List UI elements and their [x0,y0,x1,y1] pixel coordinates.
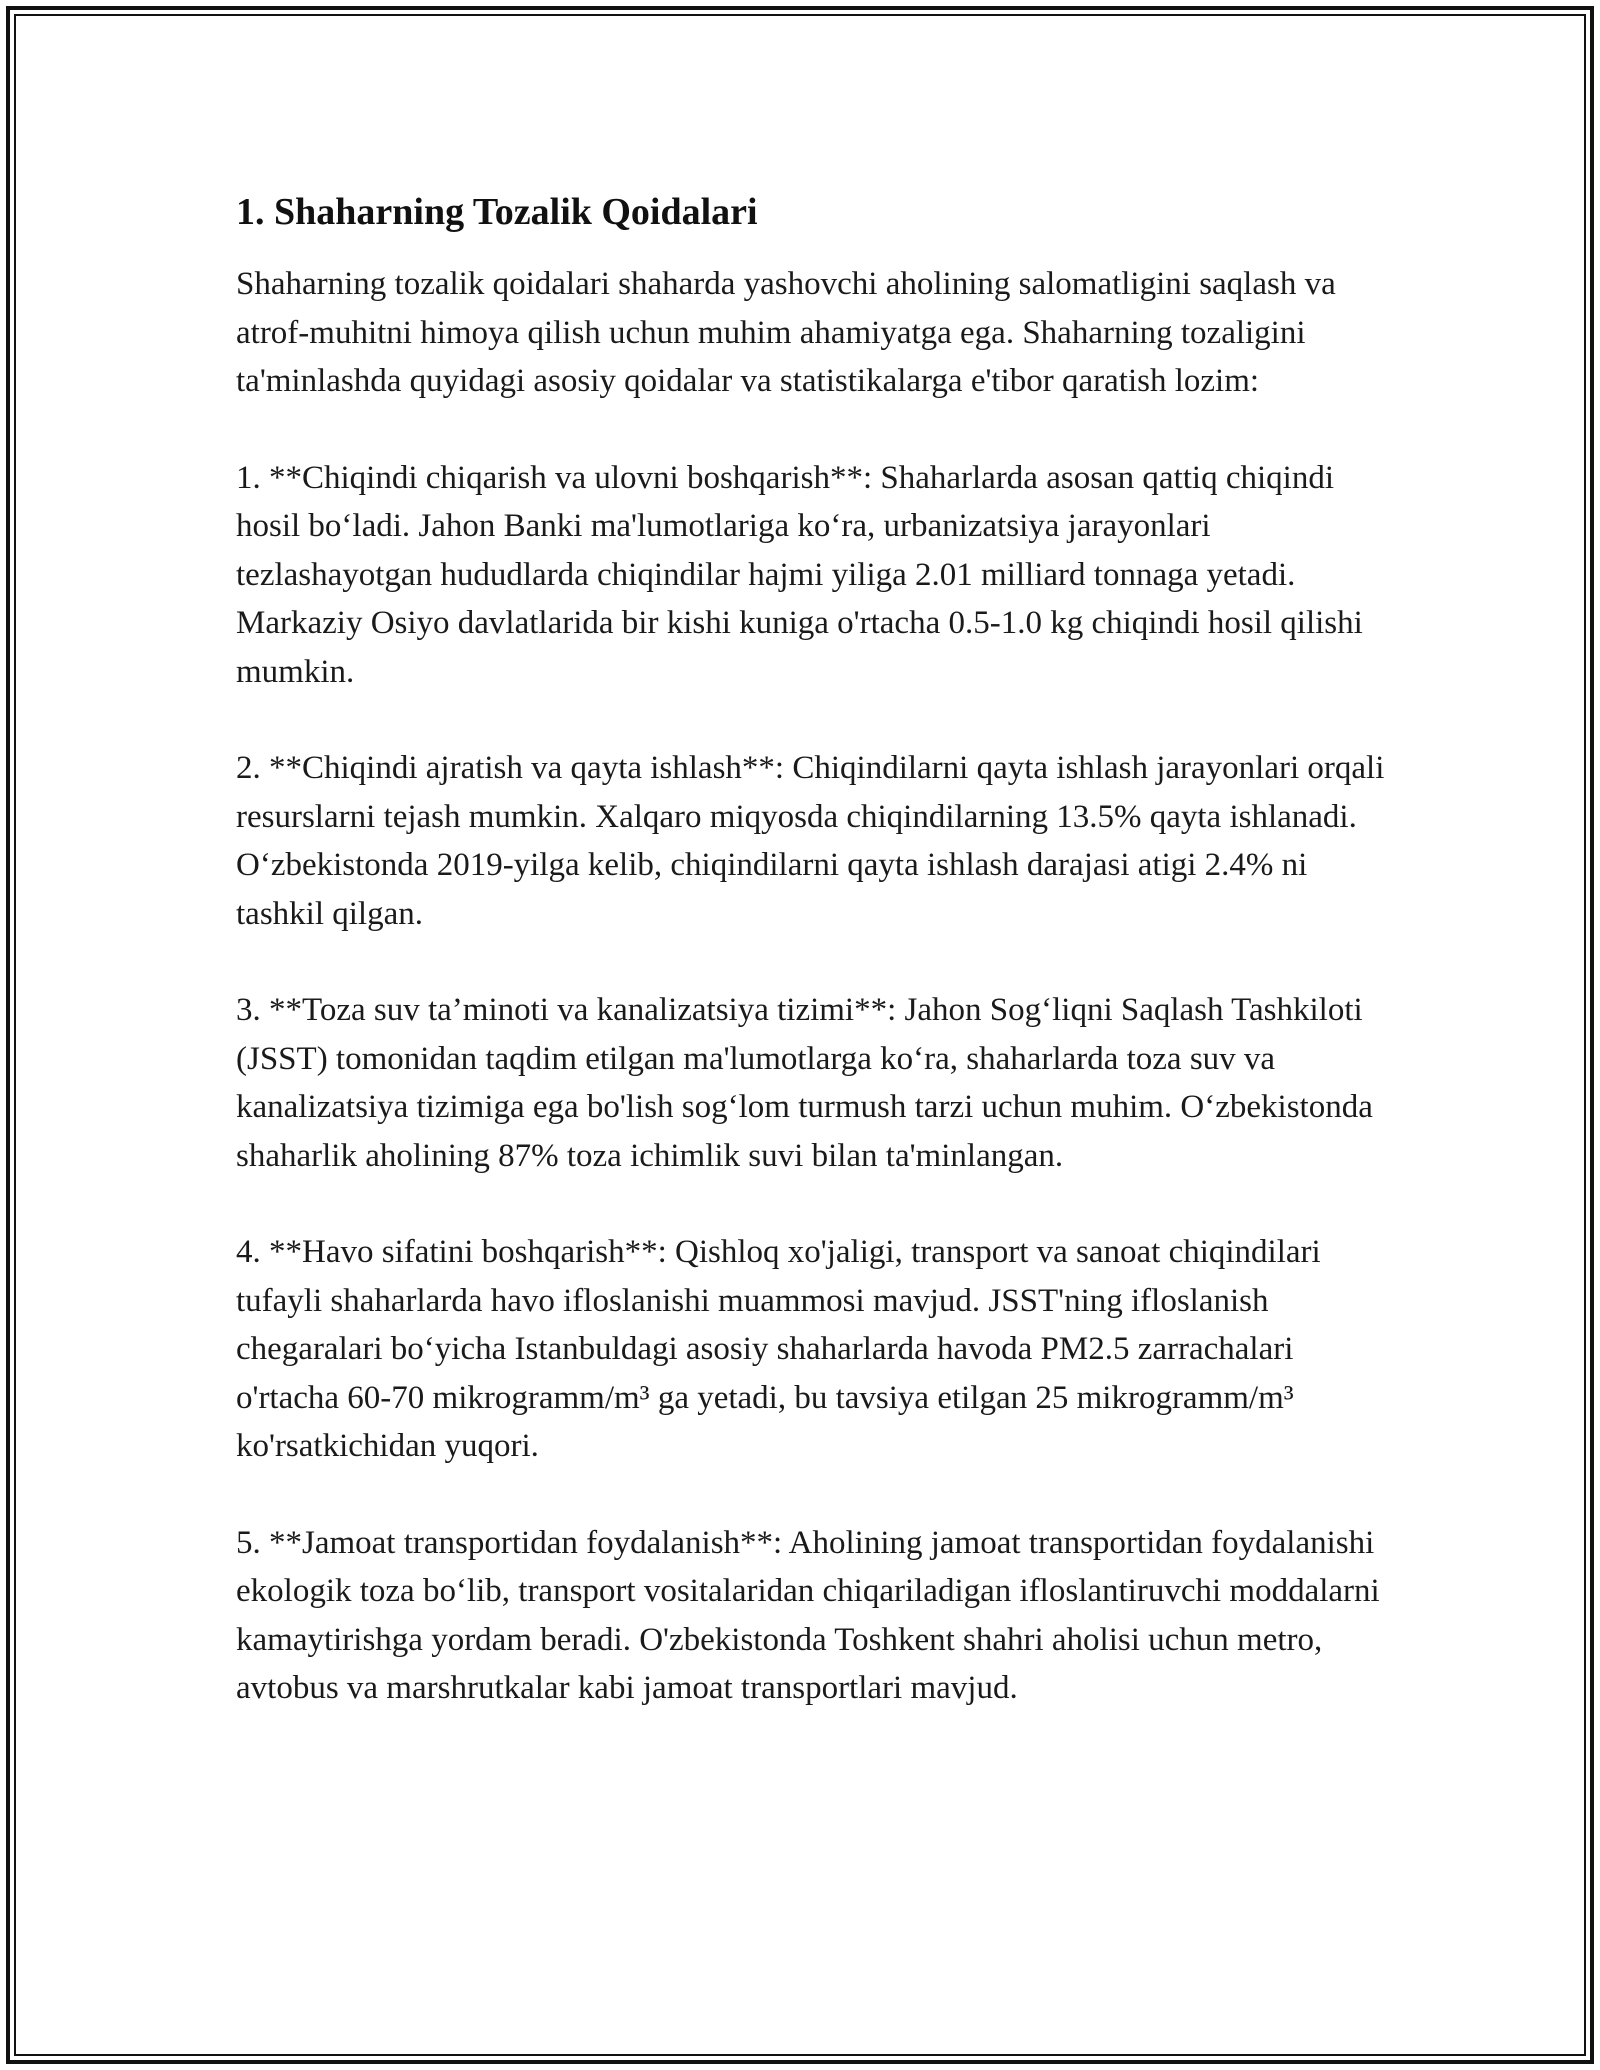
intro-paragraph: Shaharning tozalik qoidalari shaharda yashovchi aholining salomatligini saqlash va atrof-muhitni himoya qilish uchun muhim ahamiyatga ega. Shaharning tozaligini ta'minlashda quyidagi asosiy qoidalar va statistikalarga e'tibor qaratish lozim: [236,266,1336,399]
rule-item-2: 2. **Chiqindi ajratish va qayta ishlash**: Chiqindilarni qayta ishlash jarayonlari orqali resurslarni tejash mumkin. Xalqaro miqyosda chiqindilarning 13.5% qayta ishlanadi. O‘zbekistonda 2019-yilga kelib, chiqindilarni qayta ishlash darajasi atigi 2.4% ni tashkil qilgan. [236,750,1385,932]
page-title: 1. Shaharning Tozalik Qoidalari [236,191,758,233]
document-body [236,188,1386,1761]
rule-item-4: 4. **Havo sifatini boshqarish**: Qishloq xo'jaligi, transport va sanoat chiqindilari tufayli shaharlarda havo ifloslanishi muammosi mavjud. JSST'ning ifloslanish chegaralari bo‘yicha Istanbuldagi asosiy shaharlarda havoda PM2.5 zarrachalari o'rtacha 60-70 mikrogramm/m³ ga yetadi, bu tavsiya etilgan 25 mikrogramm/m³ ko'rsatkichidan yuqori. [236,1234,1321,1464]
rule-item-5: 5. **Jamoat transportidan foydalanish**: Aholining jamoat transportidan foydalanishi ekologik toza bo‘lib, transport vositalaridan chiqariladigan ifloslantiruvchi moddalarni kamaytirishga yordam beradi. O'zbekistonda Toshkent shahri aholisi uchun metro, avtobus va marshrutkalar kabi jamoat transportlari mavjud. [236,1524,1380,1706]
rule-item-1: 1. **Chiqindi chiqarish va ulovni boshqarish**: Shaharlarda asosan qattiq chiqindi hosil bo‘ladi. Jahon Banki ma'lumotlariga ko‘ra, urbanizatsiya jarayonlari tezlashayotgan hududlarda chiqindilar hajmi yiliga 2.01 milliard tonnaga yetadi. Markaziy Osiyo davlatlarida bir kishi kuniga o'rtacha 0.5-1.0 kg chiqindi hosil qilishi mumkin. [236,459,1363,690]
rule-item-3: 3. **Toza suv ta’minoti va kanalizatsiya tizimi**: Jahon Sog‘liqni Saqlash Tashkiloti (JSST) tomonidan taqdim etilgan ma'lumotlarga ko‘ra, shaharlarda toza suv va kanalizatsiya tizimiga ega bo'lish sog‘lom turmush tarzi uchun muhim. O‘zbekistonda shaharlik aholining 87% toza ichimlik suvi bilan ta'minlangan. [236,992,1373,1174]
